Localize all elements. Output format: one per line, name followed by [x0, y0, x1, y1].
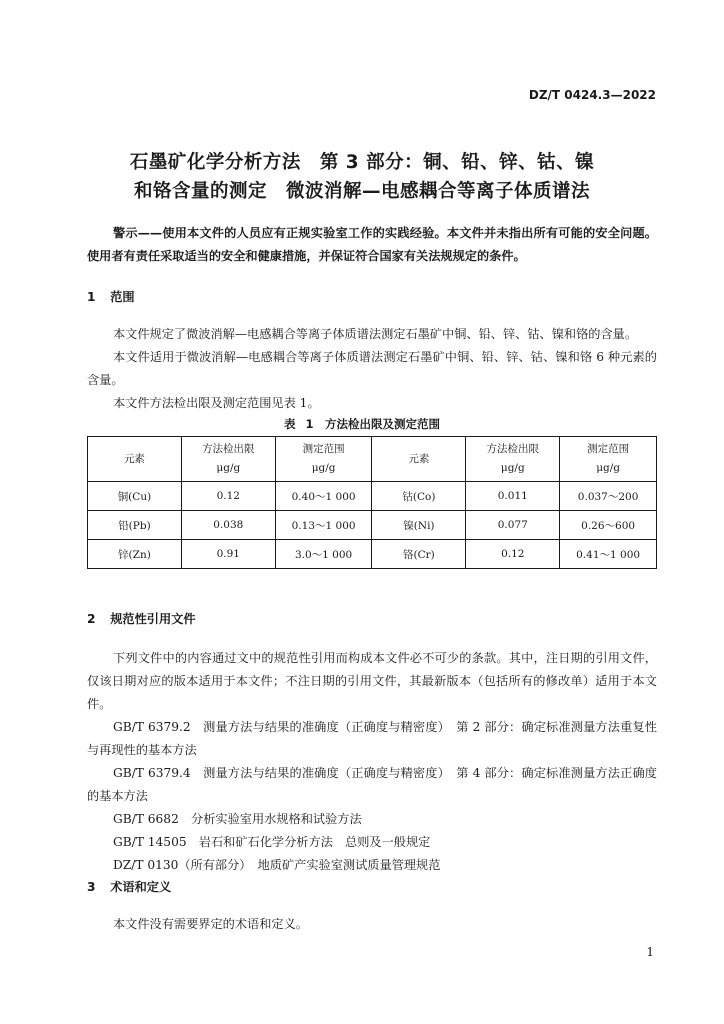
- cell-range: 3.0～1 000: [275, 540, 372, 569]
- page-number: 1: [646, 945, 654, 959]
- section-1-heading: [87, 288, 135, 305]
- header-detection-limit: 方法检出限 μg/g: [181, 437, 275, 482]
- paragraph: 下列文件中的内容通过文中的规范性引用而构成本文件必不可少的条款。其中，注日期的引用文件，仅该日期对应的版本适用于本文件；不注日期的引用文件，其最新版本（包括所有的修改单）适用于本文件。: [87, 651, 657, 711]
- document-title-line-1: 石墨矿化学分析方法 第 3 部分：铜、铅、锌、钴、镍: [129, 152, 595, 173]
- cell-element: 镍(Ni): [372, 511, 466, 540]
- header-detection-limit: 方法检出限 μg/g: [466, 437, 560, 482]
- cell-element: 铅(Pb): [88, 511, 182, 540]
- cell-detection-limit: 0.038: [181, 511, 275, 540]
- header-range: 测定范围 μg/g: [275, 437, 372, 482]
- table-row: [88, 482, 657, 511]
- paragraph: 本文件规定了微波消解—电感耦合等离子体质谱法测定石墨矿中铜、铅、锌、钴、镍和铬的含量。: [113, 327, 638, 341]
- cell-range: 0.037～200: [560, 482, 657, 511]
- warning-paragraph: 警示——使用本文件的人员应有正规实验室工作的实践经验。本文件并未指出所有可能的安全问题。使用者有责任采取适当的安全和健康措施，并保证符合国家有关法规规定的条件。: [87, 226, 657, 263]
- reference-item: GB/T 14505 岩石和矿石化学分析方法 总则及一般规定: [113, 835, 431, 849]
- section-3-body: [87, 913, 657, 936]
- cell-detection-limit: 0.077: [466, 511, 560, 540]
- section-number: 1: [87, 290, 96, 304]
- section-title: 术语和定义: [110, 880, 172, 894]
- header-range: 测定范围 μg/g: [560, 437, 657, 482]
- cell-element: 铬(Cr): [372, 540, 466, 569]
- table-row: [88, 511, 657, 540]
- table-caption: 表 1 方法检出限及测定范围: [283, 417, 440, 431]
- cell-range: 0.41～1 000: [560, 540, 657, 569]
- cell-element: 钴(Co): [372, 482, 466, 511]
- header-element: 元素: [372, 437, 466, 482]
- reference-item: DZ/T 0130（所有部分） 地质矿产实验室测试质量管理规范: [113, 858, 441, 872]
- section-number: 2: [87, 612, 96, 626]
- section-title: 范围: [110, 290, 135, 304]
- section-1-body: [87, 323, 657, 415]
- detection-limit-table: [87, 436, 657, 569]
- cell-detection-limit: 0.91: [181, 540, 275, 569]
- cell-detection-limit: 0.12: [181, 482, 275, 511]
- paragraph: 本文件方法检出限及测定范围见表 1。: [113, 396, 320, 410]
- standard-code: DZ/T 0424.3—2022: [528, 88, 656, 102]
- cell-range: 0.40～1 000: [275, 482, 372, 511]
- section-number: 3: [87, 880, 96, 894]
- table-row: [88, 540, 657, 569]
- header-element: 元素: [88, 437, 182, 482]
- section-3-heading: [87, 878, 171, 895]
- reference-item: GB/T 6379.2 测量方法与结果的准确度（正确度与精密度） 第 2 部分：确定标准测量方法重复性与再现性的基本方法: [87, 720, 657, 757]
- reference-item: GB/T 6682 分析实验室用水规格和试验方法: [113, 812, 362, 826]
- cell-range: 0.13～1 000: [275, 511, 372, 540]
- paragraph: 本文件适用于微波消解—电感耦合等离子体质谱法测定石墨矿中铜、铅、锌、钴、镍和铬 6 种元素的含量。: [87, 350, 657, 387]
- reference-item: GB/T 6379.4 测量方法与结果的准确度（正确度与精密度） 第 4 部分：确定标准测量方法正确度的基本方法: [87, 766, 657, 803]
- cell-range: 0.26～600: [560, 511, 657, 540]
- cell-element: 锌(Zn): [88, 540, 182, 569]
- section-2-body: [87, 647, 657, 877]
- cell-detection-limit: 0.011: [466, 482, 560, 511]
- cell-detection-limit: 0.12: [466, 540, 560, 569]
- section-title: 规范性引用文件: [110, 612, 196, 626]
- table-header-row: [88, 437, 657, 482]
- section-2-heading: [87, 610, 196, 627]
- paragraph: 本文件没有需要界定的术语和定义。: [113, 917, 308, 931]
- cell-element: 铜(Cu): [88, 482, 182, 511]
- document-title-line-2: 和铬含量的测定 微波消解—电感耦合等离子体质谱法: [133, 181, 590, 202]
